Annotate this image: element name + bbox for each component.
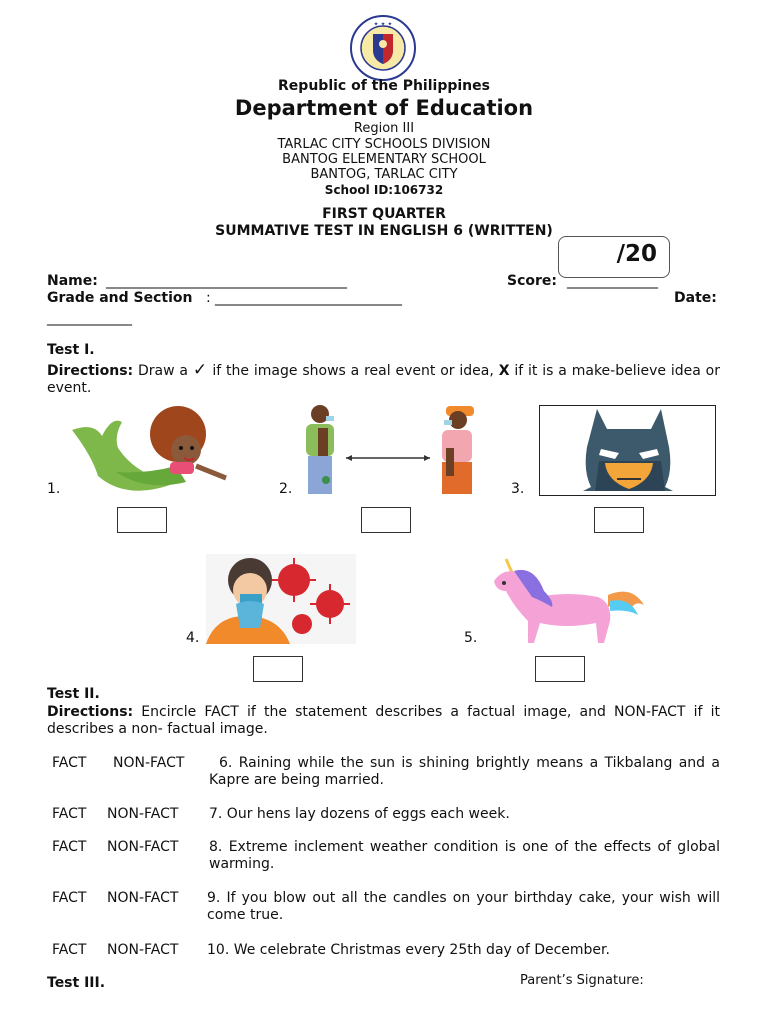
fact-option-6[interactable]: FACT (52, 755, 87, 771)
fact-option-10[interactable]: FACT (52, 942, 87, 958)
test1-directions-a: Draw a (138, 363, 188, 379)
statement-6: 6. Raining while the sun is shining brightly means a Tikbalang and a Kapre are being married. (209, 755, 720, 788)
test1-directions (47, 362, 720, 397)
unicorn-image (484, 553, 648, 645)
statement-10: 10. We celebrate Christmas every 25th day of December. (207, 942, 610, 958)
test2-directions-text: Encircle FACT if the statement describes a factual image, and NON-FACT if it describes a non- factual image. (47, 704, 720, 737)
nonfact-option-6[interactable]: NON-FACT (113, 755, 185, 771)
answer-box-5[interactable] (535, 656, 585, 682)
item-number-3: 3. (511, 481, 525, 497)
grade-section-field[interactable]: _______________________________ (215, 290, 401, 306)
test2-heading: Test II. (47, 686, 100, 702)
test3-heading: Test III. (47, 975, 106, 991)
quarter-heading: FIRST QUARTER (322, 206, 446, 222)
school-text: BANTOG ELEMENTARY SCHOOL (282, 152, 486, 167)
test2-directions-label: Directions: (47, 704, 134, 720)
statement-8: 8. Extreme inclement weather condition is one of the effects of global warming. (209, 839, 720, 872)
score-label: Score: (507, 273, 557, 289)
test1-directions-b: if the image shows a real event or idea, (212, 363, 494, 379)
answer-box-2[interactable] (361, 507, 411, 533)
fact-option-8[interactable]: FACT (52, 839, 87, 855)
statement-7: 7. Our hens lay dozens of eggs each week. (209, 806, 510, 822)
answer-box-1[interactable] (117, 507, 167, 533)
school-id-text: School ID:106732 (324, 183, 444, 197)
statement-9: 9. If you blow out all the candles on your birthday cake, your wish will come true. (207, 890, 720, 923)
name-label: Name: (47, 273, 98, 289)
item-number-2: 2. (279, 481, 293, 497)
department-heading: Department of Education (234, 96, 534, 120)
test1-directions-label: Directions: (47, 363, 134, 379)
batman-mask-image (539, 405, 716, 496)
date-field[interactable]: ______________ (47, 310, 131, 326)
mermaid-image (66, 402, 230, 498)
x-symbol: X (498, 363, 510, 379)
test2-directions (47, 704, 720, 738)
fact-option-9[interactable]: FACT (52, 890, 87, 906)
social-distancing-image (296, 404, 480, 496)
republic-heading: Republic of the Philippines (278, 78, 490, 94)
test1-directions-c: if it is a make-believe idea or event. (47, 363, 721, 396)
svg-text:✦ ✦ ✦: ✦ ✦ ✦ (373, 21, 393, 28)
test-title: SUMMATIVE TEST IN ENGLISH 6 (WRITTEN) (215, 223, 553, 239)
region-text: Region III (353, 121, 415, 136)
grade-section-colon: : (206, 290, 211, 306)
item-number-1: 1. (47, 481, 61, 497)
address-text: BANTOG, TARLAC CITY (310, 167, 458, 182)
check-icon: ✓ (192, 360, 208, 380)
test1-heading: Test I. (47, 342, 95, 358)
answer-box-4[interactable] (253, 656, 303, 682)
grade-section-label: Grade and Section (47, 290, 193, 306)
date-label: Date: (674, 290, 717, 306)
nonfact-option-8[interactable]: NON-FACT (107, 839, 179, 855)
answer-box-3[interactable] (594, 507, 644, 533)
score-field[interactable]: _______________ (567, 273, 657, 289)
name-field[interactable]: ________________________________________ (106, 273, 346, 289)
nonfact-option-10[interactable]: NON-FACT (107, 942, 179, 958)
item-number-5: 5. (464, 630, 478, 646)
parent-signature-label: Parent’s Signature: (520, 973, 644, 988)
nonfact-option-7[interactable]: NON-FACT (107, 806, 179, 822)
score-total-box: /20 (558, 236, 670, 278)
deped-seal (346, 14, 420, 82)
virus-sneeze-image (206, 554, 356, 644)
fact-option-7[interactable]: FACT (52, 806, 87, 822)
division-text: TARLAC CITY SCHOOLS DIVISION (277, 137, 491, 152)
item-number-4: 4. (186, 630, 200, 646)
nonfact-option-9[interactable]: NON-FACT (107, 890, 179, 906)
